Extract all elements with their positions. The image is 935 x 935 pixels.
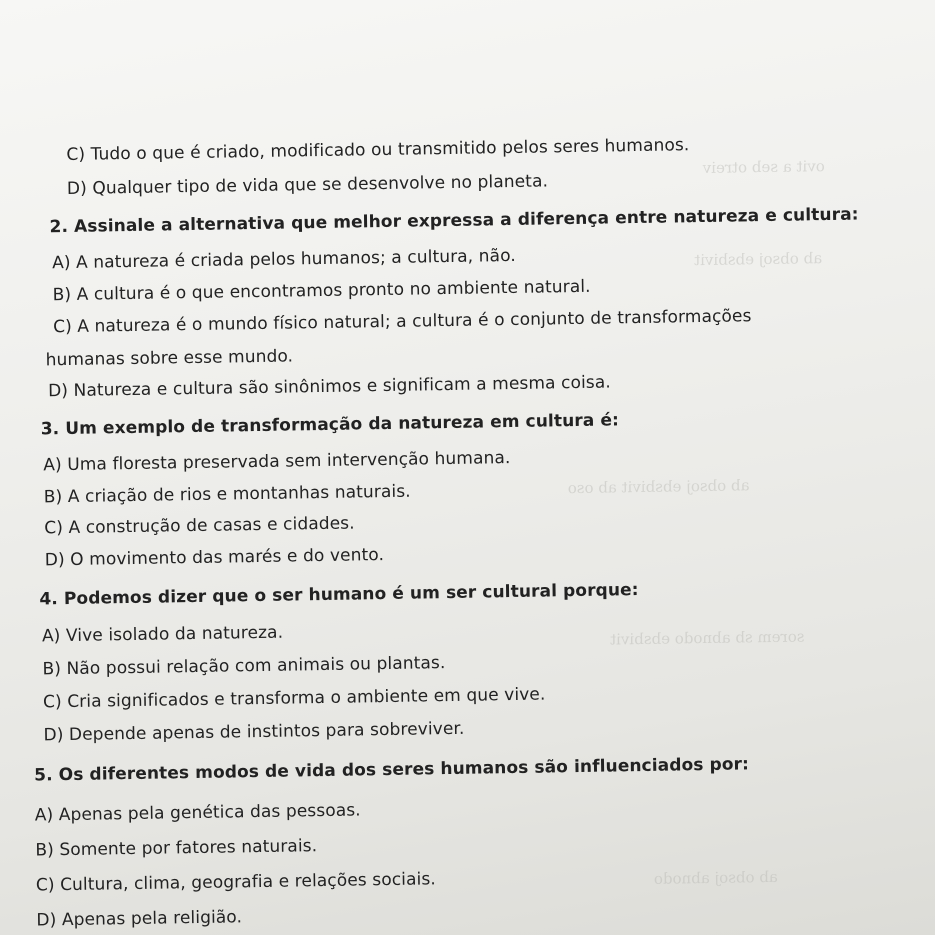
show-through-text: ovit a seb otreiv [702,157,825,177]
question-5-option-b: B) Somente por fatores naturais. [35,836,318,861]
question-5-stem: 5. Os diferentes modos de vida dos seres humanos são influenciados por: [34,754,750,786]
question-2-option-d: D) Natureza e cultura são sinônimos e significam a mesma coisa. [47,372,611,402]
question-4-stem: 4. Podemos dizer que o ser humano é um ser cultural porque: [39,580,639,610]
question-3-stem: 3. Um exemplo de transformação da natureza em cultura é: [40,410,620,440]
show-through-text: sorem sb abnodo ebsbivit [609,627,805,649]
question-2-stem: 2. Assinale a alternativa que melhor expressa a diferença entre natureza e cultura: [49,204,859,238]
question-2-option-c: C) A natureza é o mundo físico natural; a cultura é o conjunto de transformações [52,306,752,338]
question-4-option-b: B) Não possui relação com animais ou plantas. [42,653,446,680]
question-5-option-d: D) Apenas pela religião. [36,907,243,931]
option-d-previous: D) Qualquer tipo de vida que se desenvolve no planeta. [66,171,549,199]
question-3-option-c: C) A construção de casas e cidades. [44,513,355,539]
show-through-text: ab obsoj ebsbivit [694,249,823,270]
question-4-option-a: A) Vive isolado da natureza. [41,622,284,647]
option-c-previous: C) Tudo o que é criado, modificado ou transmitido pelos seres humanos. [66,135,690,165]
question-2-option-b: B) A cultura é o que encontramos pronto no ambiente natural. [52,276,591,306]
question-2-option-c-continued: humanas sobre esse mundo. [45,346,294,371]
show-through-text: ab obsoj abnodo [653,867,778,888]
question-4-option-d: D) Depende apenas de instintos para sobreviver. [43,718,465,746]
question-3-option-a: A) Uma floresta preservada sem intervenção humana. [43,448,511,476]
question-4-option-c: C) Cria significados e transforma o ambiente em que vive. [42,684,546,713]
question-2-option-a: A) A natureza é criada pelos humanos; a cultura, não. [51,245,516,274]
question-3-option-b: B) A criação de rios e montanhas naturais. [43,481,411,508]
show-through-text: ab obsoj ebsbivit ab oso [567,476,750,498]
question-3-option-d: D) O movimento das marés e do vento. [44,545,385,571]
question-5-option-c: C) Cultura, clima, geografia e relações sociais. [35,869,436,896]
question-5-option-a: A) Apenas pela genética das pessoas. [34,800,361,826]
